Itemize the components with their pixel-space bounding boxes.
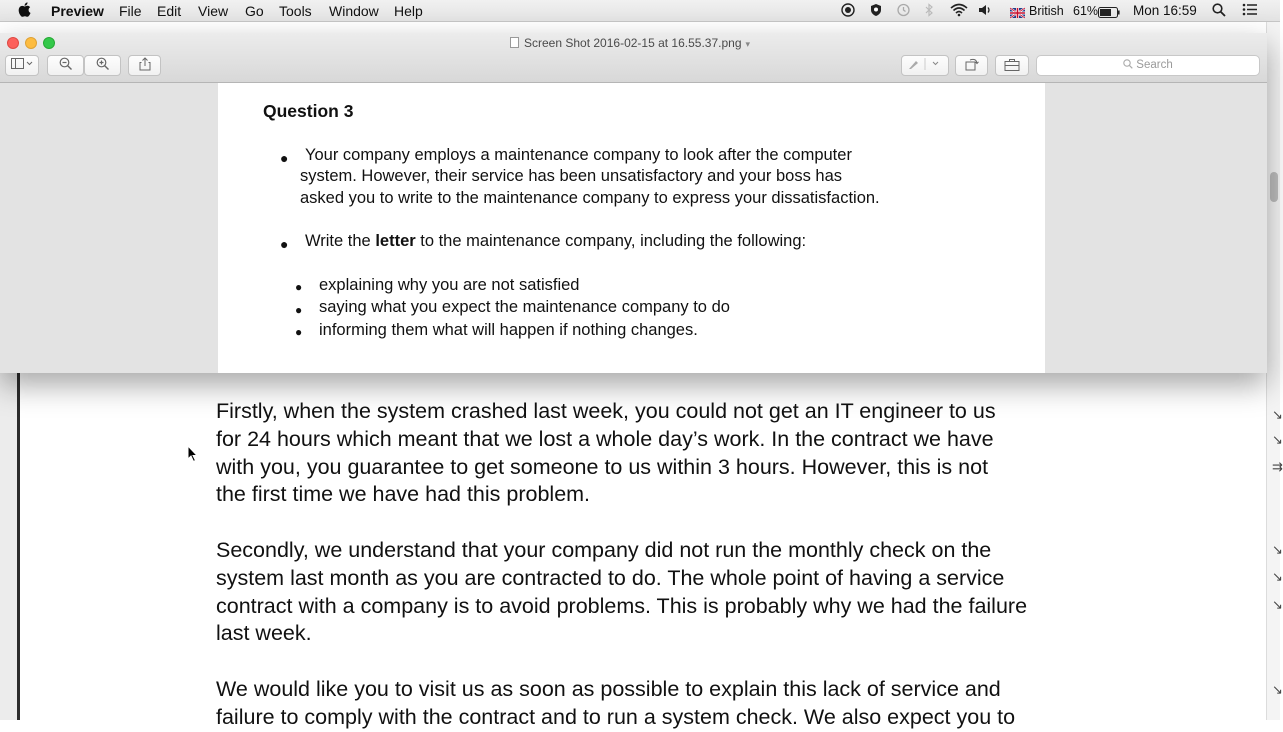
menu-tools[interactable]: Tools [279, 3, 312, 19]
edge-arrow-icon: ↘ [1272, 542, 1283, 557]
menu-app-preview[interactable]: Preview [51, 3, 104, 19]
british-flag-icon[interactable] [1010, 5, 1025, 21]
bullet-icon: ● [295, 303, 303, 317]
letter-line: We would like you to visit us as soon as possible to explain this lack of service and [216, 677, 1001, 701]
menu-go[interactable]: Go [245, 3, 264, 19]
menu-edit[interactable]: Edit [157, 3, 182, 19]
mouse-cursor-icon [187, 445, 199, 468]
window-title-text: Screen Shot 2016-02-15 at 16.55.37.png [524, 36, 742, 50]
bullet2-bold: letter [375, 232, 416, 250]
zoom-in-button[interactable] [84, 55, 121, 76]
minimize-window-button[interactable] [25, 37, 37, 49]
wifi-icon[interactable] [950, 3, 968, 20]
letter-line: contract with a company is to avoid problems. This is probably why we had the failure [216, 593, 1028, 618]
edge-arrow-icon: ↘ [1272, 407, 1283, 422]
sidebar-toggle-button[interactable] [5, 55, 39, 76]
apple-menu-icon[interactable] [18, 2, 31, 21]
question-title: Question 3 [263, 101, 354, 121]
share-icon [139, 57, 151, 71]
bluetooth-icon[interactable] [925, 3, 934, 20]
sub-item: informing them what will happen if nothing changes. [319, 321, 698, 339]
bullet-icon: ● [295, 325, 303, 339]
letter-line: failure to comply with the contract and to run a system check. We also expect you to [216, 704, 1016, 729]
zoom-out-button[interactable] [47, 55, 84, 76]
toolbox-icon [1004, 58, 1020, 71]
notification-center-icon[interactable] [1242, 3, 1258, 19]
menu-view[interactable]: View [198, 3, 229, 19]
chevron-down-icon: ▾ [745, 39, 751, 49]
window-titlebar [0, 33, 1267, 83]
bullet2-pre: Write the [305, 232, 376, 250]
bullet-icon: ● [280, 150, 289, 166]
window-title[interactable] [510, 36, 750, 50]
edge-arrow-icon: ↘ [1272, 597, 1283, 612]
letter-line: last week. [216, 621, 312, 646]
bullet1-line: Your company employs a maintenance company to look after the computer [305, 146, 852, 164]
rotate-button[interactable] [955, 55, 988, 76]
edge-arrow-icon: ⇉ [1272, 459, 1283, 474]
scrollbar[interactable] [1266, 22, 1280, 720]
edge-arrow-icon: ↘ [1272, 569, 1283, 584]
letter-line: system last month as you are contracted to do. The whole point of having a service [216, 565, 1005, 590]
left-margin-shade [0, 372, 17, 720]
menu-bar [0, 0, 1280, 22]
bullet1-line: asked you to write to the maintenance company to express your dissatisfaction. [300, 189, 880, 207]
zoom-window-button[interactable] [43, 37, 55, 49]
menu-file[interactable]: File [119, 3, 142, 19]
rotate-icon [965, 57, 979, 71]
sub-item: saying what you expect the maintenance company to do [319, 298, 730, 316]
letter-line: with you, you guarantee to get someone to us within 3 hours. However, this is not [216, 454, 989, 479]
zoom-in-icon [96, 57, 110, 71]
edge-arrow-icon: ↘ [1272, 432, 1283, 447]
menu-window[interactable]: Window [329, 3, 379, 19]
bullet2-post: to the maintenance company, including the following: [415, 232, 807, 250]
search-placeholder: Search [1136, 59, 1173, 71]
close-window-button[interactable] [7, 37, 19, 49]
letter-paragraph-1 [216, 398, 1156, 509]
letter-line: for 24 hours which meant that we lost a whole day’s work. In the contract we have [216, 426, 994, 451]
record-icon[interactable] [841, 3, 855, 20]
letter-line: the first time we have had this problem. [216, 482, 591, 507]
letter-paragraph-3 [216, 676, 1156, 732]
letter-line: Firstly, when the system crashed last week, you could not get an IT engineer to us [216, 399, 996, 423]
input-source-label[interactable]: British [1029, 4, 1064, 18]
menubar-clock[interactable]: Mon 16:59 [1133, 3, 1197, 18]
markup-button[interactable] [901, 55, 949, 76]
letter-paragraph-2 [216, 537, 1156, 648]
edge-arrow-icon: ↘ [1272, 682, 1283, 697]
share-button[interactable] [128, 55, 161, 76]
battery-icon[interactable] [1098, 5, 1120, 21]
scrollbar-thumb[interactable] [1270, 172, 1278, 202]
preview-window [0, 33, 1267, 373]
search-field[interactable] [1036, 55, 1260, 76]
toolbox-button[interactable] [995, 55, 1029, 76]
left-page-edge [17, 372, 20, 720]
image-page [218, 83, 1045, 373]
bullet-icon: ● [280, 236, 289, 252]
shield-icon[interactable] [870, 3, 882, 20]
menu-help[interactable]: Help [394, 3, 423, 19]
sub-item: explaining why you are not satisfied [319, 276, 580, 294]
letter-line: Secondly, we understand that your company did not run the monthly check on the [216, 538, 992, 562]
zoom-out-icon [59, 57, 73, 71]
battery-percent[interactable]: 61% [1073, 4, 1099, 18]
time-machine-icon[interactable] [896, 3, 911, 20]
bullet-icon: ● [295, 280, 303, 294]
spotlight-search-icon[interactable] [1212, 3, 1226, 20]
search-icon [1123, 59, 1133, 69]
bullet1-line: system. However, their service has been unsatisfactory and your boss has [300, 167, 843, 185]
bullet2-line [305, 231, 806, 253]
pen-icon [907, 58, 943, 70]
preview-content-area[interactable] [0, 83, 1267, 373]
document-icon [510, 37, 519, 48]
volume-icon[interactable] [978, 3, 993, 20]
